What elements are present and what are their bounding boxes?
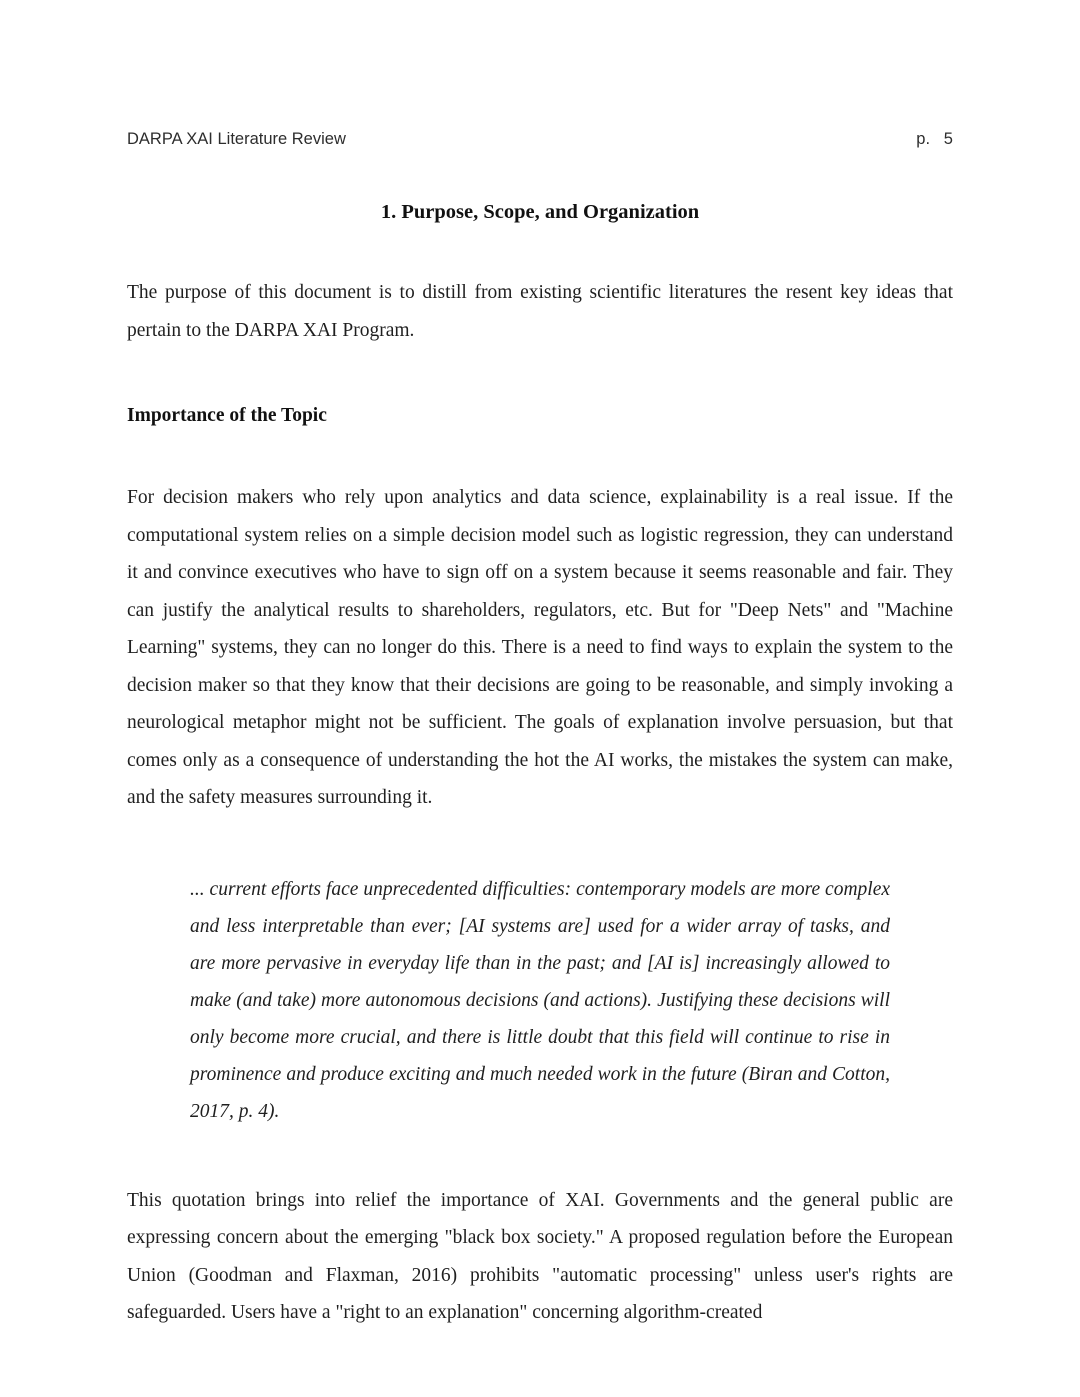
paragraph-importance: For decision makers who rely upon analytics and data science, explainability is a real issue. If the computational system relies on a simple decision model such as logistic regression, they can understand it and convince executives who have to sign off on a system because it seems reasonable and fair. They can justify the analytical results to shareholders, regulators, etc. But for "Deep Nets" and "Machine Learning" systems, they can no longer do this. There is a need to find ways to explain the system to the decision maker so that they know that their decisions are going to be reasonable, and simply invoking a neurological metaphor might not be sufficient. The goals of explanation involve persuasion, but that comes only as a consequence of understanding the hot the AI works, the mistakes the system can make, and the safety measures surrounding it. <box>127 487 953 808</box>
running-head: DARPA XAI Literature Review <box>127 130 346 148</box>
subsection-heading-importance: Importance of the Topic <box>127 405 327 426</box>
paragraph-quotation-relief: This quotation brings into relief the importance of XAI. Governments and the general public are expressing concern about the emerging "black box society." A proposed regulation before the European Union (Goodman and Flaxman, 2016) prohibits "automatic processing" unless user's rights are safeguarded. Users have a "right to an explanation" concerning algorithm-created <box>127 1189 953 1323</box>
page-header <box>127 130 953 149</box>
section-title: 1. Purpose, Scope, and Organization <box>380 201 700 223</box>
page-number: p. 5 <box>916 130 953 148</box>
paragraph-purpose: The purpose of this document is to distill from existing scientific literatures the resent key ideas that pertain to the DARPA XAI Program. <box>127 282 953 341</box>
block-quote-biran-cotton: ... current efforts face unprecedented difficulties: contemporary models are more complex and less interpretable than ever; [AI systems are] used for a wider array of tasks, and are more pervasive in everyday life than in the past; and [AI is] increasingly allowed to make (and take) more autonomous decisions (and actions). Justifying these decisions will only become more crucial, and there is little doubt that this field will continue to rise in prominence and produce exciting and much needed work in the future (Biran and Cotton, 2017, p. 4). <box>190 878 890 1122</box>
